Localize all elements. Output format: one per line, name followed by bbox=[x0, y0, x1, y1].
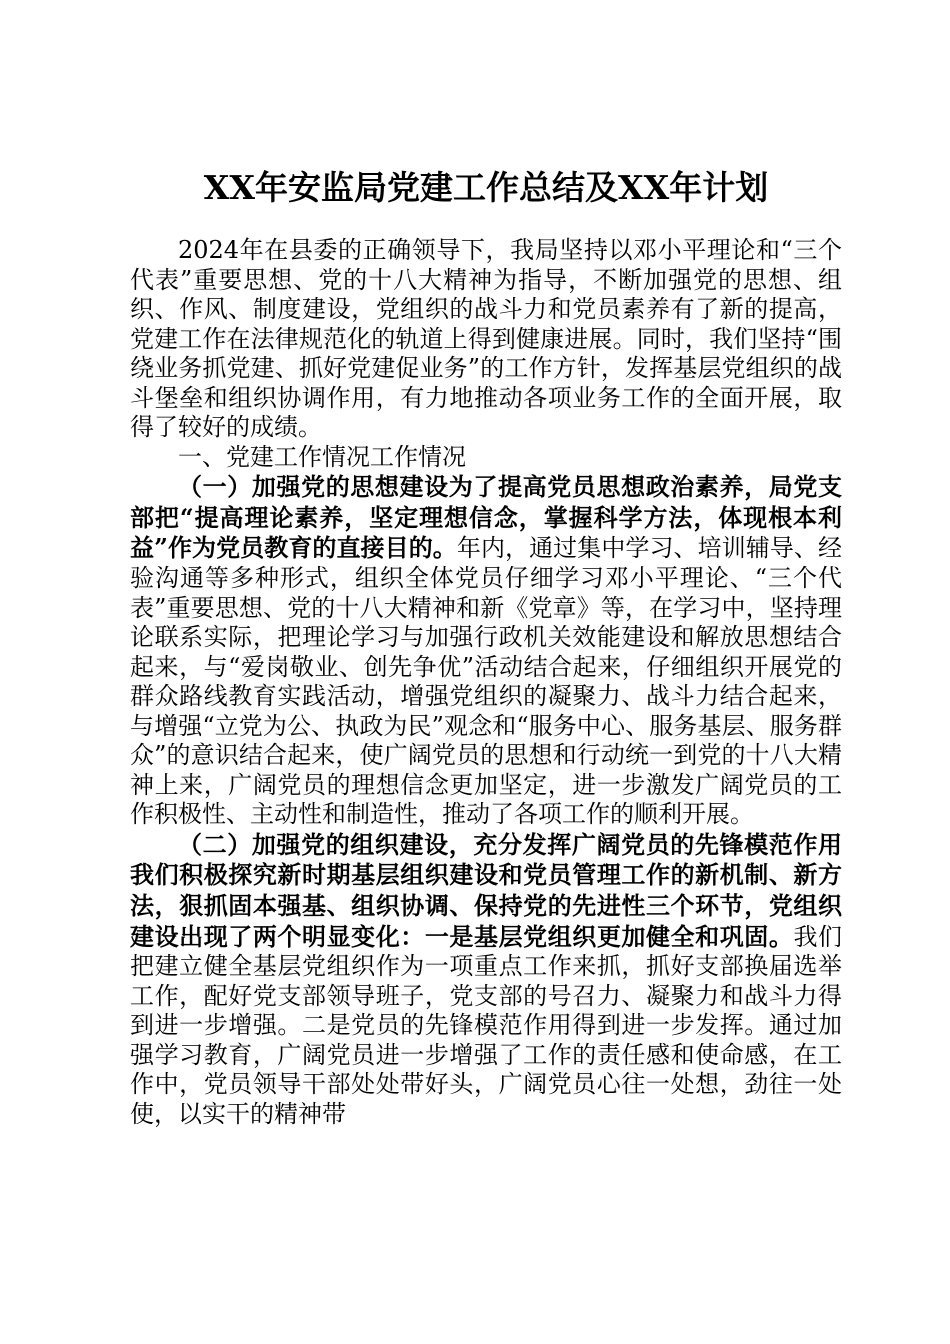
subsection-2-text: 我们把建立健全基层党组织作为一项重点工作来抓，抓好支部换届选举工作，配好党支部领导班子，党支部的号召力、凝聚力和战斗力得到进一步增强。二是党员的先锋模范作用得到进一步发挥。通过加强学习教育，广阔党员进一步增强了工作的责任感和使命感，在工作中，党员领导干部处处带好头，广阔党员心往一处想，劲往一处使，以实干的精神带 bbox=[130, 922, 843, 1128]
section-heading: 一、党建工作情况工作情况 bbox=[178, 442, 466, 471]
subsection-1-text: 年内，通过集中学习、培训辅导、经验沟通等多种形式，组织全体党员仔细学习邓小平理论、“三个代表”重要思想、党的十八大精神和新《党章》等，在学习中，坚持理论联系实际，把理论学习与加强行政机关效能建设和解放思想结合起来，与“爱岗敬业、创先争优”活动结合起来，仔细组织开展党的群众路线教育实践活动，增强党组织的凝聚力、战斗力结合起来，与增强“立党为公、执政为民”观念和“服务中心、服务基层、服务群众”的意识结合起来，使广阔党员的思想和行动统一到党的十八大精神上来，广阔党员的理想信念更加坚定，进一步激发广阔党员的工作积极性、主动性和制造性，推动了各项工作的顺利开展。 bbox=[130, 534, 843, 829]
subsection-2-heading: （二）加强党的组织建设，充分发挥广阔党员的先锋模范作用我们积极探究新时期基层组织建设和党员管理工作的新机制、新方法，狠抓固本强基、组织协调、保持党的先进性三个环节，党组织建设出现了两个明显变化：一是基层党组织更加健全和巩固。 bbox=[130, 829, 842, 951]
subsection-2-paragraph bbox=[130, 830, 842, 1129]
subsection-1-paragraph bbox=[130, 472, 842, 830]
intro-paragraph: 2024年在县委的正确领导下，我局坚持以邓小平理论和“三个代表”重要思想、党的十八大精神为指导，不断加强党的思想、组织、作风、制度建设，党组织的战斗力和党员素养有了新的提高，党建工作在法律规范化的轨道上得到健康进展。同时，我们坚持“围绕业务抓党建、抓好党建促业务”的工作方针，发挥基层党组织的战斗堡垒和组织协调作用，有力地推动各项业务工作的全面开展，取得了较好的成绩。 bbox=[130, 236, 842, 442]
document-title: XX年安监局党建工作总结及XX年计划 bbox=[203, 168, 769, 207]
document-body bbox=[130, 236, 842, 1129]
subsection-1-heading: （一）加强党的思想建设为了提高党员思想政治素养，局党支部把“提高理论素养，坚定理想信念，掌握科学方法，体现根本利益”作为党员教育的直接目的。 bbox=[130, 472, 842, 563]
